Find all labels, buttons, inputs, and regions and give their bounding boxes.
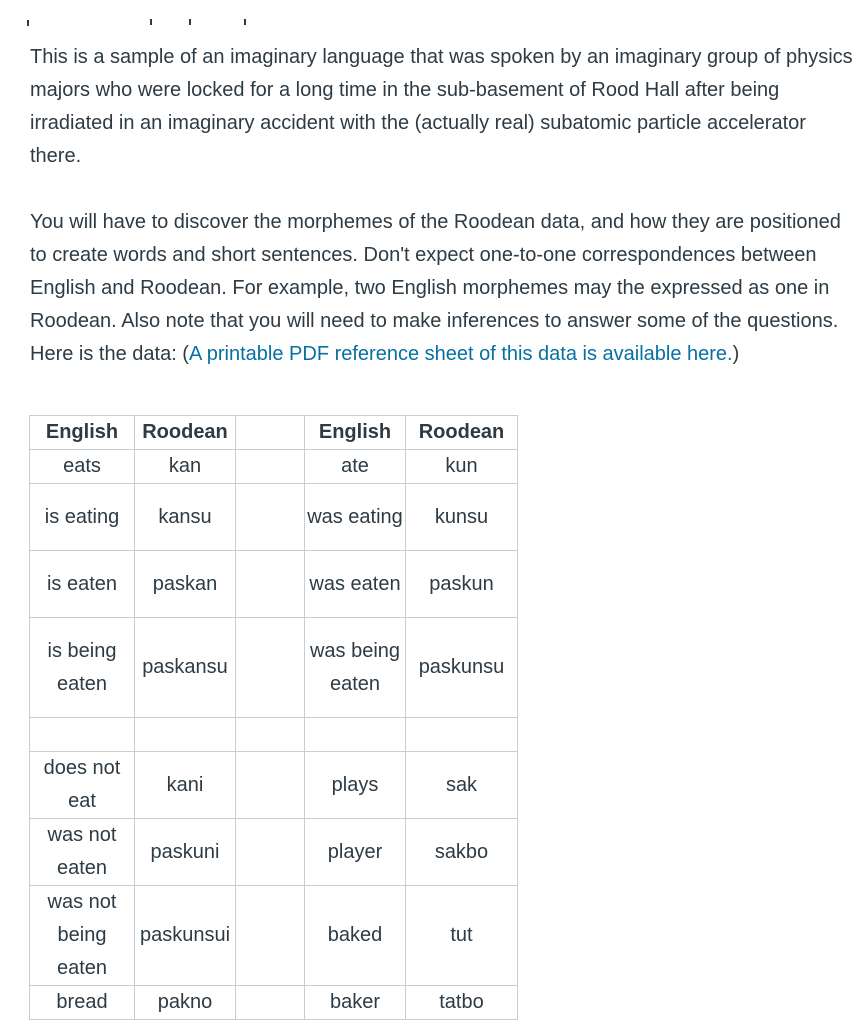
english-cell: player (305, 819, 406, 886)
table-row (30, 986, 518, 1020)
roodean-cell: tatbo (406, 986, 518, 1020)
spacer-cell (236, 886, 305, 986)
english-cell: was being eaten (305, 618, 406, 718)
spacer-cell (236, 819, 305, 886)
english-cell: was not eaten (30, 819, 135, 886)
empty-cell (30, 718, 135, 752)
english-cell: is eating (30, 484, 135, 551)
intro-paragraph-2-end: ) (732, 343, 740, 365)
roodean-cell: kun (406, 450, 518, 484)
header-english: English (305, 416, 406, 450)
header-english: English (30, 416, 135, 450)
roodean-cell: tut (406, 886, 518, 986)
table-row (30, 551, 518, 618)
table-row (30, 718, 518, 752)
table-header-row (30, 416, 518, 450)
table-row (30, 618, 518, 718)
header-roodean: Roodean (406, 416, 518, 450)
english-cell: ate (305, 450, 406, 484)
roodean-cell: sakbo (406, 819, 518, 886)
english-cell: is being eaten (30, 618, 135, 718)
roodean-cell: kani (135, 752, 236, 819)
english-cell: plays (305, 752, 406, 819)
empty-cell (406, 718, 518, 752)
roodean-cell: sak (406, 752, 518, 819)
roodean-cell: paskuni (135, 819, 236, 886)
english-cell: was eating (305, 484, 406, 551)
english-cell: was eaten (305, 551, 406, 618)
table-row (30, 450, 518, 484)
english-cell: baker (305, 986, 406, 1020)
roodean-cell: paskun (406, 551, 518, 618)
pdf-reference-link[interactable]: A printable PDF reference sheet of this data is available here. (188, 343, 733, 365)
intro-paragraph-2 (30, 206, 856, 371)
table-row (30, 819, 518, 886)
table-row (30, 484, 518, 551)
table-row (30, 886, 518, 986)
intro-paragraph-1: This is a sample of an imaginary language that was spoken by an imaginary group of physics majors who were locked for a long time in the sub-basement of Rood Hall after being irradiated in an imaginary accident with the (actually real) subatomic particle accelerator there. (30, 46, 853, 167)
spacer-cell (236, 551, 305, 618)
cropped-text-fragments (0, 12, 866, 28)
english-cell: is eaten (30, 551, 135, 618)
roodean-cell: kan (135, 450, 236, 484)
english-cell: was not being eaten (30, 886, 135, 986)
english-cell: baked (305, 886, 406, 986)
spacer-cell (236, 450, 305, 484)
spacer-cell (236, 618, 305, 718)
empty-cell (305, 718, 406, 752)
empty-cell (236, 718, 305, 752)
roodean-cell: kansu (135, 484, 236, 551)
intro-paragraph-2-text: You will have to discover the morphemes of the Roodean data, and how they are positioned to create words and short sentences. Don't expect one-to-one correspondences between English and Roodean. For example, two English morphemes may the expressed as one in Roodean. Also note that you will need to make inferences to answer some of the questions. Here is the data: ( (30, 211, 841, 365)
roodean-cell: paskunsu (406, 618, 518, 718)
english-cell: bread (30, 986, 135, 1020)
roodean-data-table (29, 415, 518, 1020)
header-spacer (236, 416, 305, 450)
header-roodean: Roodean (135, 416, 236, 450)
english-cell: eats (30, 450, 135, 484)
spacer-cell (236, 752, 305, 819)
roodean-cell: paskansu (135, 618, 236, 718)
english-cell: does not eat (30, 752, 135, 819)
roodean-cell: pakno (135, 986, 236, 1020)
spacer-cell (236, 484, 305, 551)
roodean-cell: paskan (135, 551, 236, 618)
intro-content (30, 41, 856, 371)
spacer-cell (236, 986, 305, 1020)
table-row (30, 752, 518, 819)
roodean-cell: paskunsui (135, 886, 236, 986)
empty-cell (135, 718, 236, 752)
roodean-cell: kunsu (406, 484, 518, 551)
